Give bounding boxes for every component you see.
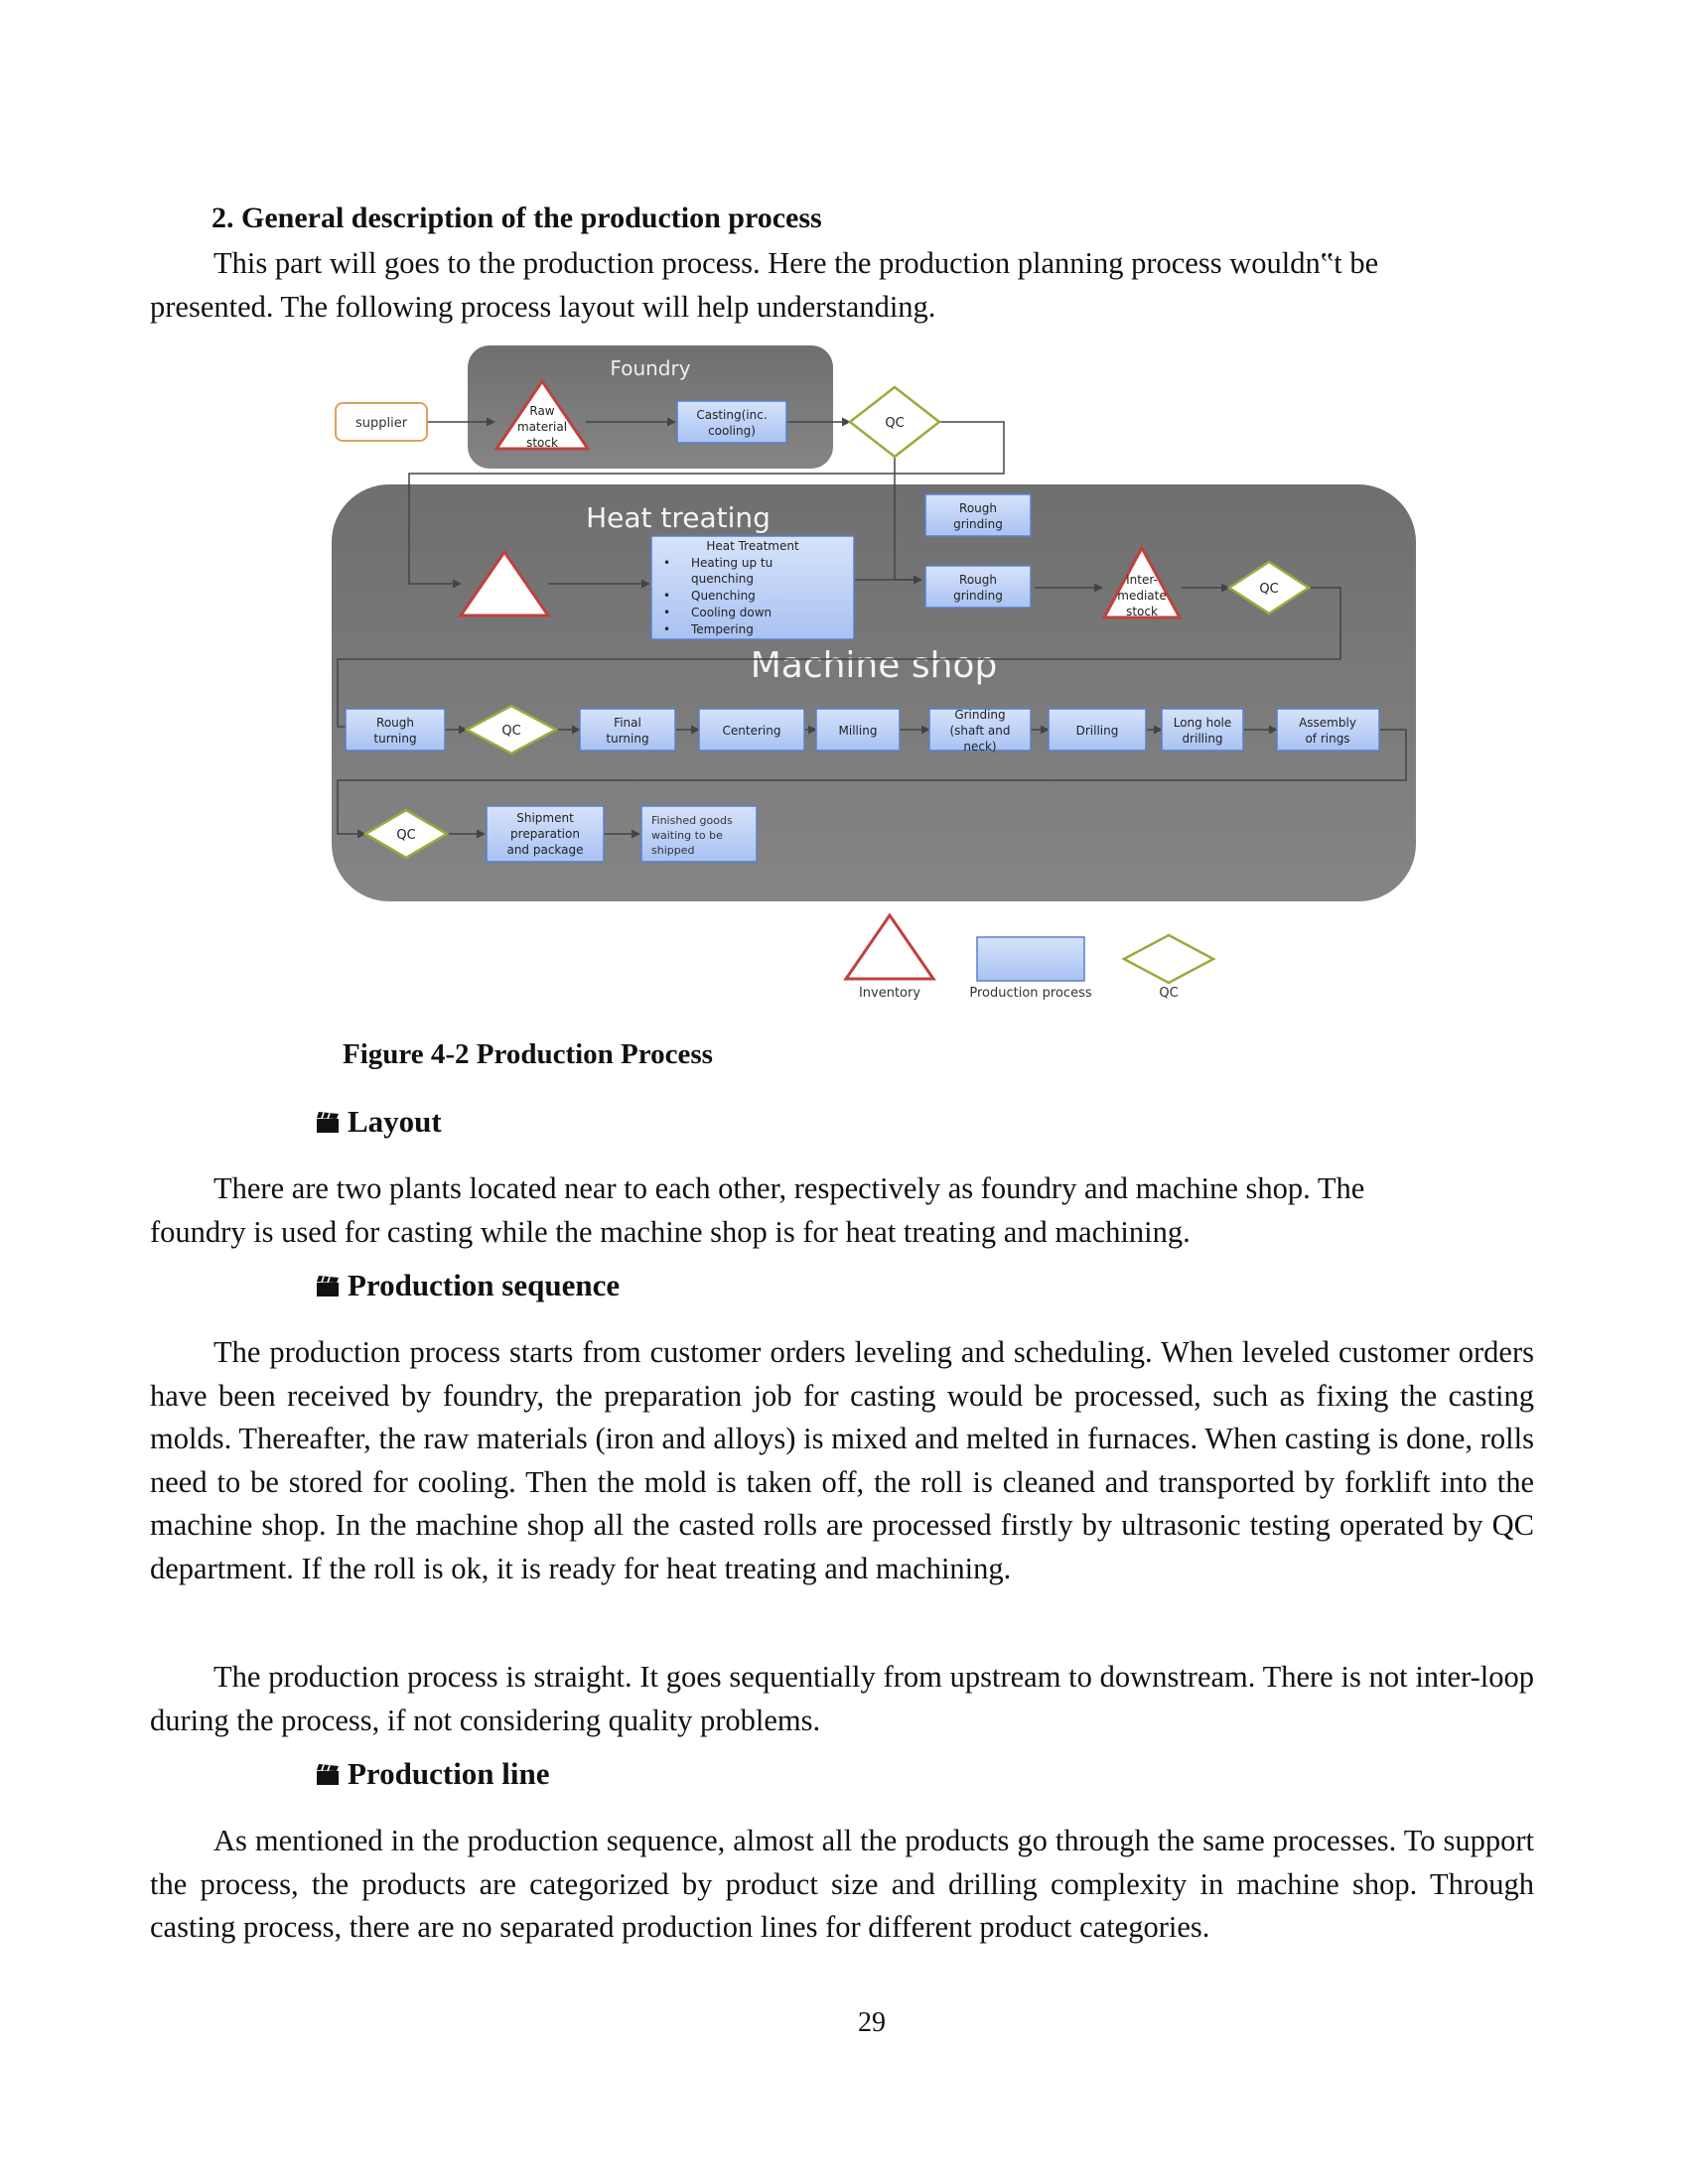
- foundry-label: Foundry: [610, 356, 691, 380]
- qc-label-final: QC: [396, 828, 416, 843]
- milling-label: Milling: [838, 724, 878, 738]
- intro-line-1: This part will goes to the production process. Here the production planning process wouldn‟t be: [213, 246, 1379, 280]
- rough-turning-line-1: Rough: [376, 716, 414, 730]
- rough-turning-line-2: turning: [373, 732, 417, 746]
- finished-goods-line-2: waiting to be: [651, 829, 723, 842]
- heat-treatment-item-4: Tempering: [691, 622, 754, 636]
- heat-treating-label: Heat treating: [586, 501, 771, 534]
- final-turning-line-1: Final: [614, 716, 641, 730]
- layout-title: Layout: [348, 1104, 442, 1139]
- clapperboard-icon: [316, 1273, 340, 1298]
- machine-shop-label: Machine shop: [750, 645, 998, 686]
- qc-label-foundry: QC: [885, 416, 905, 431]
- section-heading: 2. General description of the production process: [211, 202, 822, 234]
- raw-material-stock-line-1: Raw: [529, 404, 555, 418]
- final-turning-line-2: turning: [606, 732, 649, 746]
- finished-goods-line-3: shipped: [651, 844, 695, 857]
- production-process-diagram: [328, 338, 1420, 1013]
- heat-treatment-item-2: Quenching: [691, 589, 756, 603]
- qc-label-machining: QC: [501, 724, 521, 739]
- production-sequence-text-1: The production process starts from customer orders leveling and scheduling. When leveled customer orders have been received by foundry, the preparation job for casting would be processed, such as fixing the casting molds. Thereafter, the raw materials (iron and alloys) is mixed and melted in furnaces. When casting is done, rolls need to be stored for cooling. Then the mold is taken off, the roll is cleaned and transported by forklift into the machine shop. In the machine shop all the casted rolls are processed firstly by ultrasonic testing operated by QC department. If the roll is ok, it is ready for heat treating and machining.: [150, 1335, 1534, 1585]
- raw-material-stock-line-2: material: [516, 420, 568, 434]
- heat-treatment-bullet-4: •: [663, 622, 671, 636]
- grinding-shaft-line-3: neck): [963, 740, 997, 753]
- heat-treatment-bullet-1: •: [663, 556, 671, 570]
- heat-treatment-item-1: Heating up tu: [691, 556, 774, 570]
- legend-process-label: Production process: [969, 986, 1092, 1001]
- grinding-shaft-line-2: (shaft and: [949, 724, 1011, 738]
- intro-line-2: presented. The following process layout will help understanding.: [150, 289, 936, 324]
- production-sequence-heading: [316, 1267, 620, 1304]
- production-sequence-paragraph-1: [150, 1331, 1534, 1590]
- shipment-line-1: Shipment: [516, 811, 574, 825]
- production-sequence-paragraph-2: [150, 1656, 1534, 1742]
- finished-goods-line-1: Finished goods: [651, 814, 733, 827]
- production-line-title: Production line: [348, 1756, 550, 1791]
- heat-treatment-bullet-2: •: [663, 589, 671, 603]
- clapperboard-icon: [316, 1761, 340, 1787]
- casting-line-1: Casting(inc.: [696, 408, 768, 422]
- rough-grinding-top-line-1: Rough: [959, 501, 997, 515]
- production-sequence-title: Production sequence: [348, 1268, 621, 1302]
- qc-label-heat-treating: QC: [1259, 582, 1279, 597]
- figure-caption: Figure 4-2 Production Process: [343, 1038, 713, 1070]
- grinding-shaft-line-1: Grinding: [954, 708, 1006, 722]
- rough-grinding-lower-line-2: grinding: [953, 589, 1003, 603]
- rough-grinding-top-line-2: grinding: [953, 517, 1003, 531]
- shipment-line-2: preparation: [510, 827, 580, 841]
- intro-paragraph: [150, 242, 1534, 329]
- assembly-of-rings-line-1: Assembly: [1299, 716, 1356, 730]
- legend-inventory-triangle: [846, 915, 933, 979]
- legend-qc-label: QC: [1159, 986, 1179, 1001]
- intermediate-stock-line-3: stock: [1126, 605, 1158, 618]
- layout-heading: [316, 1103, 442, 1141]
- long-hole-drilling-line-1: Long hole: [1173, 716, 1232, 730]
- legend-inventory-label: Inventory: [858, 986, 921, 1001]
- production-line-paragraph: [150, 1820, 1534, 1950]
- intermediate-stock-line-1: Inter-: [1126, 573, 1158, 587]
- page-number: 29: [858, 2007, 886, 2038]
- layout-paragraph: [150, 1167, 1534, 1254]
- raw-material-stock-line-3: stock: [526, 436, 558, 450]
- centering-label: Centering: [722, 724, 781, 738]
- casting-line-2: cooling): [708, 424, 756, 438]
- production-sequence-text-2: The production process is straight. It goes sequentially from upstream to downstream. There is not inter-loop during the process, if not considering quality problems.: [150, 1660, 1534, 1737]
- intermediate-stock-line-2: mediate: [1117, 589, 1167, 603]
- production-line-heading: [316, 1755, 550, 1793]
- supplier-label: supplier: [354, 416, 408, 431]
- assembly-of-rings-line-2: of rings: [1305, 732, 1350, 746]
- rough-grinding-lower-line-1: Rough: [959, 573, 997, 587]
- layout-line-1: There are two plants located near to each other, respectively as foundry and machine shop. The: [213, 1171, 1365, 1205]
- drilling-label: Drilling: [1075, 724, 1119, 738]
- heat-treatment-item-1-cont: quenching: [691, 572, 754, 586]
- heat-treatment-title: Heat Treatment: [706, 539, 799, 553]
- shipment-line-3: and package: [506, 843, 584, 857]
- heat-treatment-bullet-3: •: [663, 606, 671, 619]
- diagram-legend: [846, 915, 1213, 1001]
- legend-qc-diamond: [1124, 935, 1213, 983]
- legend-process-box: [977, 937, 1084, 981]
- long-hole-drilling-line-2: drilling: [1182, 732, 1223, 746]
- clapperboard-icon: [316, 1109, 340, 1135]
- layout-line-2: foundry is used for casting while the machine shop is for heat treating and machining.: [150, 1214, 1191, 1249]
- heat-treatment-item-3: Cooling down: [691, 606, 773, 619]
- production-line-text: As mentioned in the production sequence, almost all the products go through the same processes. To support the process, the products are categorized by product size and drilling complexity in machine shop. Through casting process, there are no separated production lines for different product categories.: [150, 1824, 1534, 1944]
